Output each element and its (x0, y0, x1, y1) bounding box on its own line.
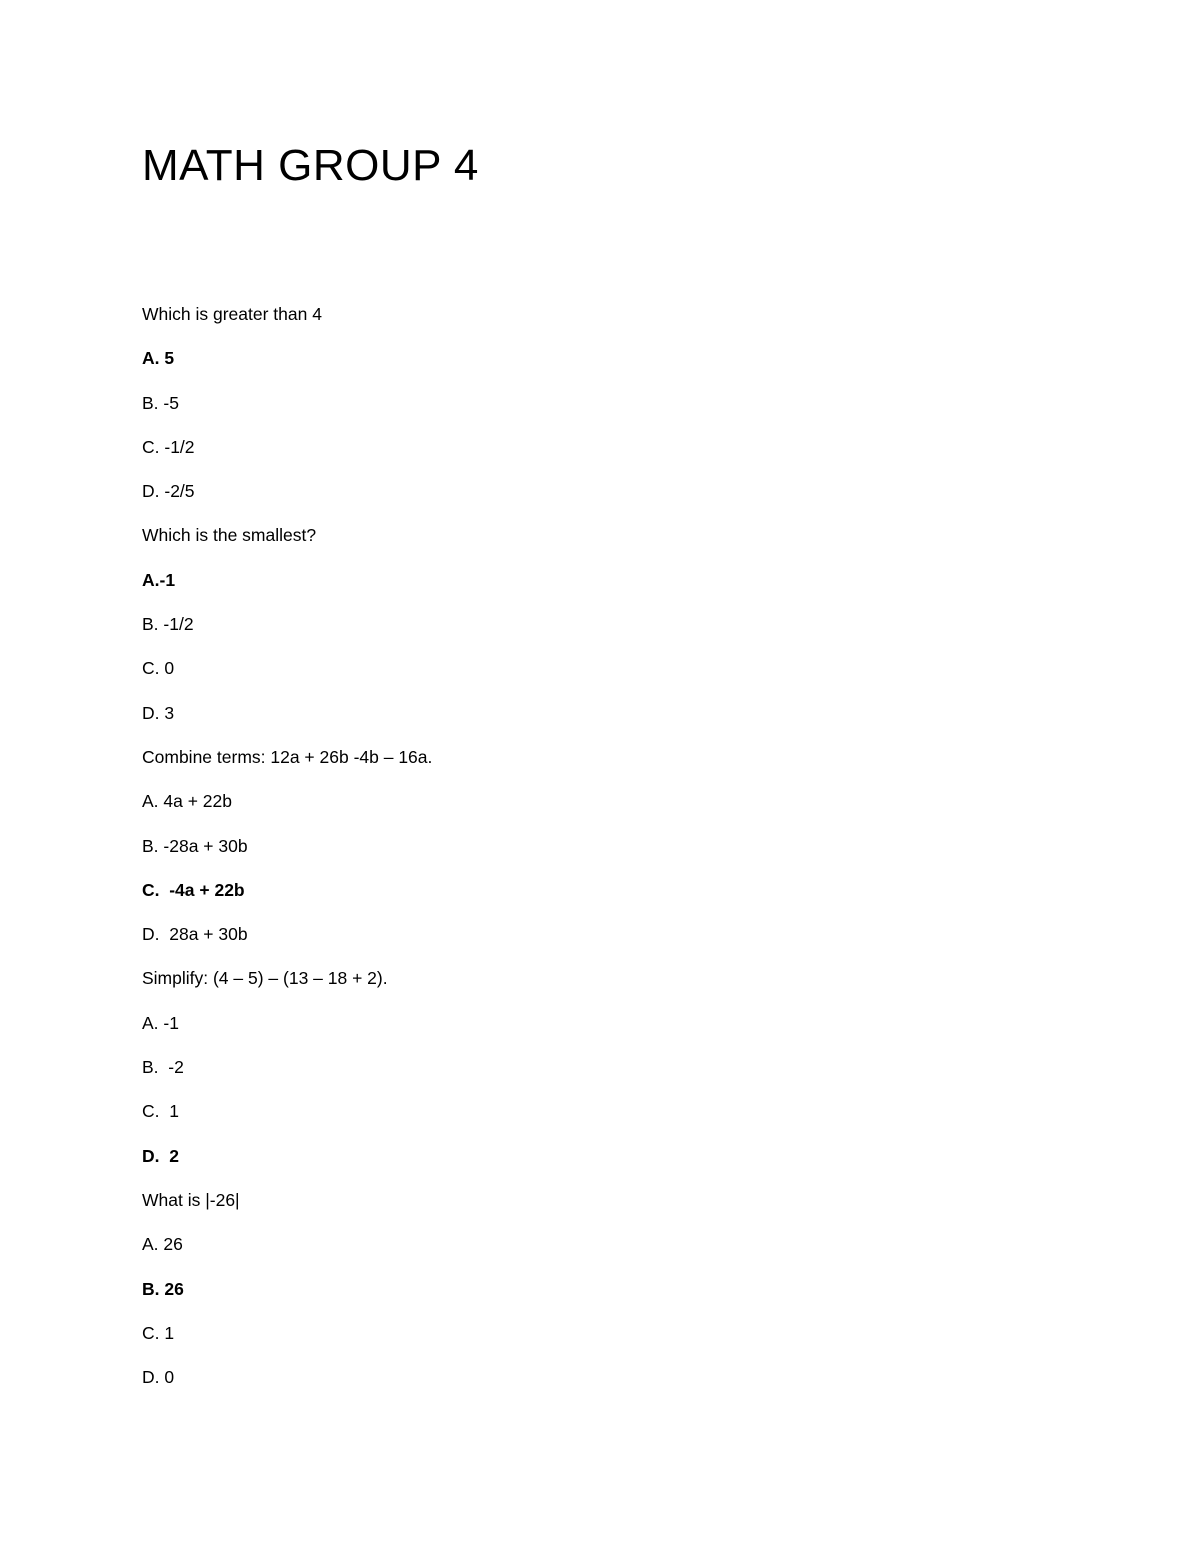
question-1-option-b: B. -5 (142, 392, 179, 413)
question-prompt-5: What is |-26| (142, 1189, 240, 1210)
question-4-option-a: A. -1 (142, 1012, 179, 1033)
question-prompt-4: Simplify: (4 – 5) – (13 – 18 + 2). (142, 968, 388, 989)
question-3-option-b: B. -28a + 30b (142, 835, 248, 856)
question-prompt-1: Which is greater than 4 (142, 304, 322, 324)
question-3-option-d: D. 28a + 30b (142, 924, 248, 945)
question-5-option-a: A. 26 (142, 1234, 183, 1255)
question-2-option-c: C. 0 (142, 658, 175, 679)
question-4-option-b: B. -2 (142, 1057, 184, 1078)
question-1-option-a: A. 5 (142, 348, 175, 369)
page-title: MATH GROUP 4 (142, 141, 479, 190)
question-2-option-a: A.-1 (142, 569, 176, 590)
question-5-option-c: C. 1 (142, 1322, 175, 1343)
question-5-option-b: B. 26 (142, 1278, 184, 1299)
question-1-option-c: C. -1/2 (142, 436, 195, 457)
question-1-option-d: D. -2/5 (142, 481, 195, 502)
question-prompt-2: Which is the smallest? (142, 525, 317, 546)
question-3-option-a: A. 4a + 22b (142, 791, 233, 812)
question-5-option-d: D. 0 (142, 1367, 175, 1388)
question-2-option-d: D. 3 (142, 702, 175, 723)
question-4-option-c: C. 1 (142, 1101, 179, 1122)
question-list (142, 302, 432, 1409)
question-prompt-3: Combine terms: 12a + 26b -4b – 16a. (142, 746, 433, 767)
question-3-option-c: C. -4a + 22b (142, 879, 245, 900)
question-4-option-d: D. 2 (142, 1145, 179, 1166)
question-2-option-b: B. -1/2 (142, 614, 194, 635)
